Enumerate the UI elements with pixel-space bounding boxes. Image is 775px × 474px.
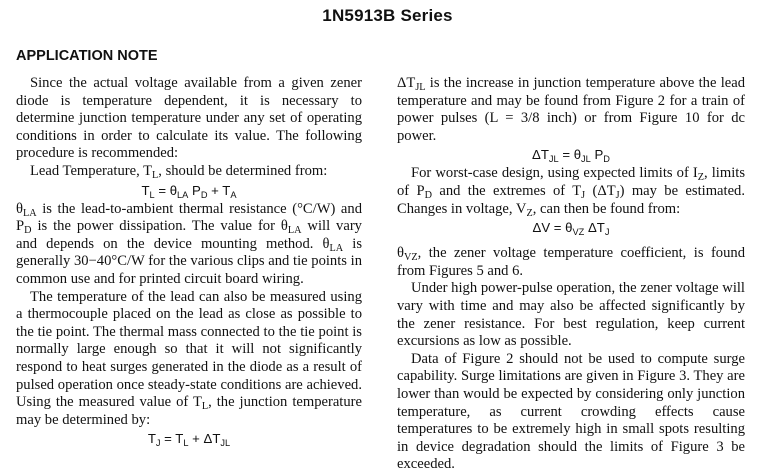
text-segment: ) may be estimated. Changes in voltage, V xyxy=(397,182,746,217)
text-segment: The temperature of the lead can also be measured using a thermocouple placed on the lead as close as possible to the tie point. The thermal mass connected to the tie point is normally large enough so that it will not significantly respond to heat surges generated in the diode as a result of pulsed operation once steady-state conditions are achieved. Using the measured value of T xyxy=(16,288,362,411)
eq-subscript: L xyxy=(149,189,155,200)
eq-subscript: JL xyxy=(220,438,231,449)
subscript: Z xyxy=(697,172,705,184)
text-segment: Lead Temperature, T xyxy=(30,162,153,179)
eq-subscript: VZ xyxy=(572,227,585,238)
lead-temperature-paragraph xyxy=(16,163,362,181)
subscript: L xyxy=(152,169,159,181)
text-segment: θ xyxy=(397,245,404,262)
subscript: Z xyxy=(526,207,533,219)
eq-term: + ΔT xyxy=(188,431,221,447)
text-segment: , can then be found from: xyxy=(532,200,681,217)
text-segment: and the extremes of T xyxy=(432,182,582,199)
eq-term: = T xyxy=(160,431,184,447)
equation-junction-temperature xyxy=(16,430,362,448)
text-segment: (ΔT xyxy=(585,182,616,199)
eq-term: = θ xyxy=(154,182,178,198)
equation-lead-temperature xyxy=(16,182,362,200)
subscript: L xyxy=(201,401,209,413)
right-column xyxy=(397,75,745,474)
eq-subscript: L xyxy=(183,438,189,449)
worst-case-paragraph xyxy=(397,165,745,218)
subscript: D xyxy=(424,189,433,201)
thermal-resistance-paragraph xyxy=(16,201,362,289)
text-segment: , should be determined from: xyxy=(158,162,328,179)
text-segment: θ xyxy=(16,200,23,217)
eq-term: + T xyxy=(207,182,231,198)
subscript: J xyxy=(581,189,586,201)
subscript: D xyxy=(24,225,32,237)
text-segment: , the zener voltage temperature coefficient, is found from Figures 5 and 6. xyxy=(397,245,745,279)
text-segment: is the lead-to-ambient thermal resistance (°C/W) and P xyxy=(16,200,362,235)
subscript: LA xyxy=(329,242,344,254)
subscript: J xyxy=(615,189,620,201)
eq-subscript: JL xyxy=(548,154,559,165)
thermocouple-paragraph xyxy=(16,289,362,430)
surge-capability-paragraph: Data of Figure 2 should not be used to compute surge capability. Surge limitations are given in Figure 3. They are lower than would be expected by considering only junction temperature, as current crowding effects cause temperatures to be extremely high in small spots resulting in device degradation should the limits of Figure 3 be exceeded. xyxy=(397,350,745,473)
equation-delta-tjl xyxy=(397,146,745,164)
eq-subscript: JL xyxy=(581,154,591,165)
intro-paragraph: Since the actual voltage available from a given zener diode is temperature dependent, it is necessary to determine junction temperature under any set of operating conditions in order to calculate its value. The following procedure is recommended: xyxy=(16,75,362,162)
text-segment: ΔT xyxy=(397,75,416,91)
eq-subscript: J xyxy=(604,227,610,238)
delta-tjl-paragraph xyxy=(397,75,745,145)
subscript: VZ xyxy=(404,252,418,264)
eq-term: ΔT xyxy=(532,147,549,163)
text-segment: is the increase in junction temperature above the lead temperature and may be found from Figure 2 for a train of power pulses (L = 3/8 inch) or from Figure 10 for dc power. xyxy=(397,75,745,144)
equation-delta-v xyxy=(397,219,745,237)
eq-subscript: A xyxy=(230,189,237,200)
subscript: LA xyxy=(287,225,302,237)
eq-subscript: D xyxy=(200,189,208,200)
text-segment: For worst-case design, using expected limits of I xyxy=(411,165,698,182)
eq-term: P xyxy=(590,147,604,163)
subscript: JL xyxy=(415,82,426,93)
eq-subscript: J xyxy=(155,438,161,449)
left-column xyxy=(16,75,362,449)
temperature-coefficient-paragraph xyxy=(397,245,745,280)
eq-term: T xyxy=(141,182,150,198)
subscript: LA xyxy=(23,207,37,219)
eq-term: ΔV = θ xyxy=(532,220,573,236)
section-heading: APPLICATION NOTE xyxy=(16,48,158,64)
eq-subscript: D xyxy=(603,154,610,165)
eq-term: ΔT xyxy=(584,220,605,236)
eq-term: = θ xyxy=(558,147,582,163)
eq-term: T xyxy=(147,431,156,447)
document-title: 1N5913B Series xyxy=(322,6,453,25)
text-segment: is generally 30−40°C/W for the various clips and tie points in common use and for printed circuit board wiring. xyxy=(16,235,362,287)
text-segment: is the power dissipation. The value for θ xyxy=(31,218,288,235)
eq-subscript: LA xyxy=(177,189,189,200)
text-segment: will vary and depends on the device mounting method. θ xyxy=(16,218,362,252)
power-pulse-paragraph: Under high power-pulse operation, the zener voltage will vary with time and may also be affected significantly by the zener resistance. For best regulation, keep current excursions as low as possible. xyxy=(397,280,745,350)
eq-term: P xyxy=(188,182,201,198)
text-segment: , the junction temperature may be determined by: xyxy=(16,394,362,428)
text-segment: , limits of P xyxy=(397,165,745,199)
